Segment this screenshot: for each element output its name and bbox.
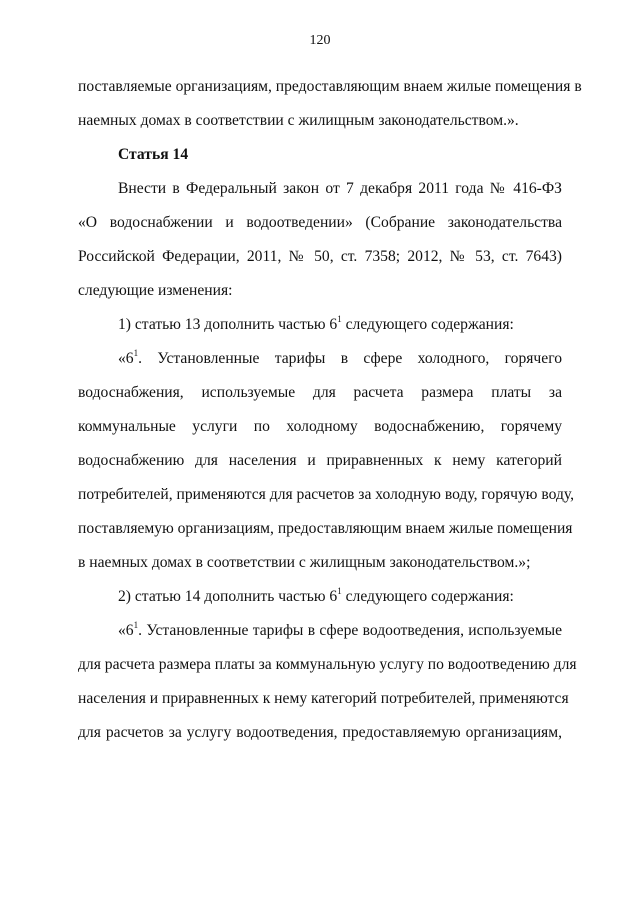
page-number: 120: [309, 33, 331, 48]
text-line: водоснабжению для населения и приравненных к нему категорий: [78, 452, 562, 469]
text-line: «О водоснабжении и водоотведении» (Собрание законодательства: [78, 214, 562, 231]
text-line: [78, 614, 562, 648]
superscript: 1: [133, 348, 139, 358]
article-heading: Статья 14: [118, 146, 189, 163]
superscript: 1: [337, 586, 342, 596]
text-line: Внести в Федеральный закон от 7 декабря 2011 года № 416-ФЗ: [118, 180, 562, 197]
text-line: для расчета размера платы за коммунальную услугу по водоотведению для: [78, 656, 577, 673]
superscript: 1: [337, 314, 342, 324]
text-line: для расчетов за услугу водоотведения, предоставляемую организациям,: [78, 724, 562, 741]
text-line: следующие изменения:: [78, 282, 233, 299]
text-line: поставляемую организациям, предоставляющим внаем жилые помещения: [78, 520, 573, 537]
text-segment: следующего содержания:: [341, 588, 514, 605]
text-line: Российской Федерации, 2011, № 50, ст. 7358; 2012, № 53, ст. 7643): [78, 248, 562, 265]
text-segment: . Установленные тарифы в сфере холодного, горячего: [138, 350, 562, 367]
text-segment: 2) статью 14 дополнить частью 6: [118, 588, 338, 605]
text-line: [78, 580, 562, 614]
text-line: наемных домах в соответствии с жилищным законодательством.».: [78, 112, 519, 129]
text-line: в наемных домах в соответствии с жилищным законодательством.»;: [78, 554, 531, 571]
superscript: 1: [133, 620, 139, 630]
text-segment: следующего содержания:: [341, 316, 514, 333]
text-line: водоснабжения, используемые для расчета размера платы за: [78, 384, 562, 401]
text-segment: «6: [118, 350, 134, 367]
text-line: населения и приравненных к нему категорий потребителей, применяются: [78, 690, 569, 707]
text-line: поставляемые организациям, предоставляющим внаем жилые помещения в: [78, 78, 582, 95]
text-line: [78, 342, 562, 376]
text-segment: 1) статью 13 дополнить частью 6: [118, 316, 338, 333]
text-line: [78, 308, 562, 342]
text-line: коммунальные услуги по холодному водоснабжению, горячему: [78, 418, 562, 435]
text-segment: . Установленные тарифы в сфере водоотведения, используемые: [138, 622, 562, 639]
text-segment: «6: [118, 622, 134, 639]
text-line: потребителей, применяются для расчетов за холодную воду, горячую воду,: [78, 486, 575, 503]
document-body: [78, 70, 582, 750]
